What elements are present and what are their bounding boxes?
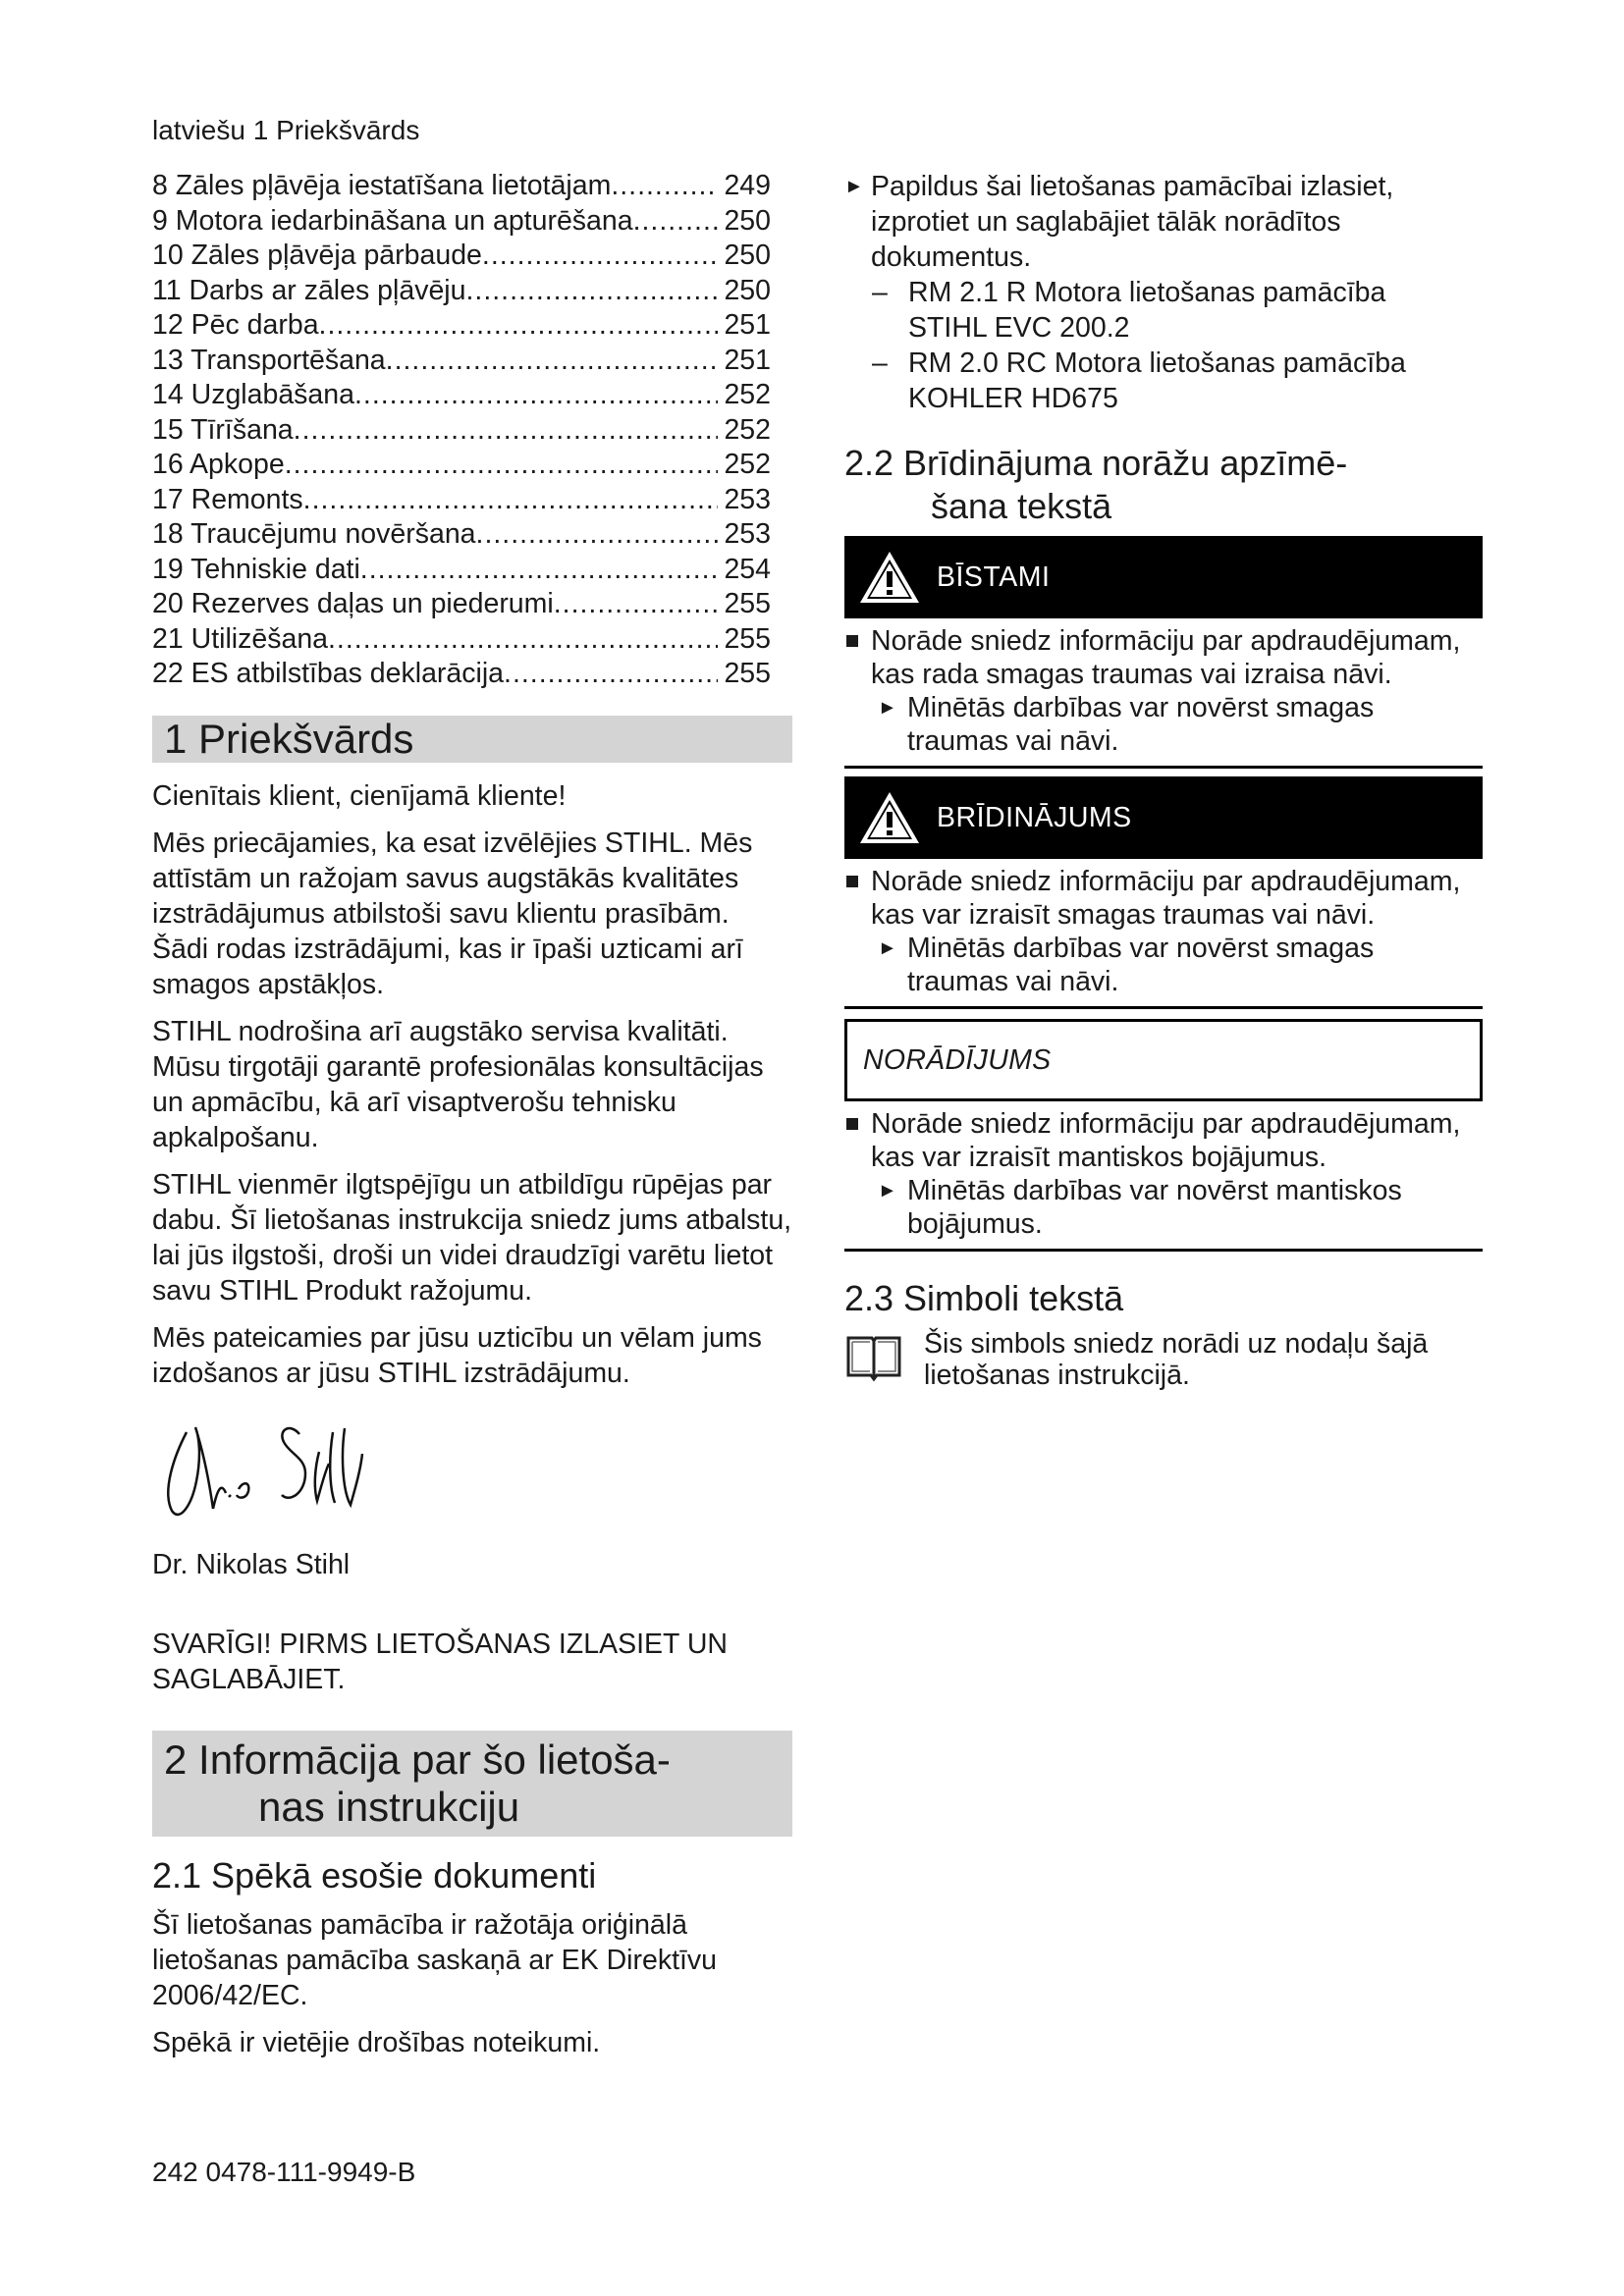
toc-item[interactable]: 15 Tīrīšana ..... 252 bbox=[152, 413, 771, 449]
warning-triangle-icon bbox=[858, 790, 921, 845]
square-bullet-icon bbox=[846, 1118, 858, 1130]
toc-item[interactable]: 14 Uzglabāšana ..... 252 bbox=[152, 378, 771, 413]
arrow-icon: ► bbox=[878, 697, 897, 719]
dash-icon: – bbox=[872, 347, 888, 379]
toc-item[interactable]: 21 Utilizēšana ..... 255 bbox=[152, 622, 771, 658]
symbol-description: Šis simbols sniedz norādi uz nodaļu šajā lietošanas instrukcijā. bbox=[924, 1328, 1429, 1391]
page-footer: 242 0478-111-9949-B bbox=[152, 2157, 416, 2187]
toc-item[interactable]: 19 Tehniskie dati ..... 254 bbox=[152, 553, 771, 588]
signature-image bbox=[152, 1413, 388, 1530]
square-bullet-icon bbox=[846, 876, 858, 887]
book-icon bbox=[844, 1332, 903, 1383]
toc-item[interactable]: 18 Traucējumu novēršana ..... 253 bbox=[152, 517, 771, 553]
toc-item[interactable]: 10 Zāles pļāvēja pārbaude ..... 250 bbox=[152, 239, 771, 274]
warning-action: ► Minētās darbības var novērst smagas traumas vai nāvi. bbox=[878, 933, 1375, 997]
divider bbox=[844, 1249, 1483, 1252]
signer-name: Dr. Nikolas Stihl bbox=[152, 1548, 351, 1580]
safety-rules-paragraph: Spēkā ir vietējie drošības noteikumi. bbox=[152, 2026, 601, 2058]
arrow-icon: ► bbox=[878, 937, 897, 959]
service-paragraph: STIHL nodrošina arī augstāko servisa kvalitāti. Mūsu tirgotāji garantē profesionālas konsultācijas un apmācību, kā arī visaptverošu tehnisku apkalpošanu. bbox=[152, 1015, 764, 1153]
arrow-icon: ► bbox=[878, 1180, 897, 1201]
warning-label: BRĪDINĀJUMS bbox=[937, 801, 1132, 833]
section-2-heading-line2: nas instrukciju bbox=[258, 1783, 520, 1830]
square-bullet-icon bbox=[846, 635, 858, 647]
toc-item[interactable]: 22 ES atbilstības deklarācija ..... 255 bbox=[152, 657, 771, 692]
danger-description: Norāde sniedz informāciju par apdraudējumam, kas rada smagas traumas vai izraisa nāvi. bbox=[844, 624, 1483, 691]
symbol-explanation bbox=[844, 1328, 1483, 1391]
document-list-item: – RM 2.1 R Motora lietošanas pamācība STIHL EVC 200.2 bbox=[872, 277, 1386, 344]
notice-banner bbox=[844, 1019, 1483, 1101]
toc-item[interactable]: 9 Motora iedarbināšana un apturēšana ..... 250 bbox=[152, 204, 771, 240]
greeting: Cienītais klient, cienījamā kliente! bbox=[152, 779, 567, 812]
notice-action: ► Minētās darbības var novērst mantiskos bojājumus. bbox=[878, 1175, 1402, 1240]
toc-item[interactable]: 17 Remonts ..... 253 bbox=[152, 483, 771, 518]
right-column bbox=[844, 169, 1483, 1391]
toc-item[interactable]: 12 Pēc darba ..... 251 bbox=[152, 308, 771, 344]
toc-item[interactable]: 16 Apkope ..... 252 bbox=[152, 448, 771, 483]
danger-banner bbox=[844, 536, 1483, 618]
section-1-heading: 1 Priekšvārds bbox=[152, 716, 792, 763]
notice-description: Norāde sniedz informāciju par apdraudējumam, kas var izraisīt mantiskos bojājumus. bbox=[844, 1107, 1483, 1174]
toc-item[interactable]: 13 Transportēšana ..... 251 bbox=[152, 344, 771, 379]
notice-label: NORĀDĪJUMS bbox=[863, 1043, 1052, 1076]
read-documents-instruction: ► Papildus šai lietošanas pamācībai izlasiet, izprotiet un saglabājiet tālāk norādītos dokumentus. bbox=[844, 171, 1394, 273]
intro-paragraph: Mēs priecājamies, ka esat izvēlējies STIHL. Mēs attīstām un ražojam savus augstākās kvalitātes izstrādājumus atbilstoši savu klientu prasībām. Šādi rodas izstrādājumi, kas ir īpaši uzticami arī smagos apstākļos. bbox=[152, 827, 753, 1000]
danger-label: BĪSTAMI bbox=[937, 561, 1051, 593]
dash-icon: – bbox=[872, 277, 888, 308]
danger-action: ► Minētās darbības var novērst smagas traumas vai nāvi. bbox=[878, 692, 1375, 757]
section-2-heading-line1: 2 Informācija par šo lietoša- bbox=[164, 1735, 671, 1783]
section-2-heading bbox=[152, 1731, 792, 1837]
warning-description: Norāde sniedz informāciju par apdraudējumam, kas var izraisīt smagas traumas vai nāvi. bbox=[844, 865, 1483, 932]
warning-banner bbox=[844, 776, 1483, 859]
document-list-item: – RM 2.0 RC Motora lietošanas pamācība KOHLER HD675 bbox=[872, 347, 1406, 414]
warning-triangle-icon bbox=[858, 550, 921, 605]
sustainability-paragraph: STIHL vienmēr ilgtspējīgu un atbildīgu rūpējas par dabu. Šī lietošanas instrukcija sniedz jums atbalstu, lai jūs ilgstoši, droši un videi draudzīgi varētu lietot savu STIHL Produkt ražojumu. bbox=[152, 1168, 792, 1307]
important-notice: SVARĪGI! PIRMS LIETOŠANAS IZLASIET UN SAGLABĀJIET. bbox=[152, 1628, 728, 1695]
left-column bbox=[152, 169, 792, 2060]
toc-item[interactable]: 11 Darbs ar zāles pļāvēju ..... 250 bbox=[152, 274, 771, 309]
subsection-2-3-heading: 2.3 Simboli tekstā bbox=[844, 1278, 1124, 1318]
subsection-2-1-heading: 2.1 Spēkā esošie dokumenti bbox=[152, 1854, 597, 1896]
toc-item[interactable]: 8 Zāles pļāvēja iestatīšana lietotājam ..... 249 bbox=[152, 169, 771, 204]
directive-paragraph: Šī lietošanas pamācība ir ražotāja oriģinālā lietošanas pamācība saskaņā ar EK Direktīvu 2006/42/EC. bbox=[152, 1908, 718, 2011]
subsection-2-2-heading: 2.2 Brīdinājuma norāžu apzīmē- šana tekstā bbox=[844, 443, 1348, 526]
thanks-paragraph: Mēs pateicamies par jūsu uzticību un vēlam jums izdošanos ar jūsu STIHL izstrādājumu. bbox=[152, 1321, 762, 1389]
divider bbox=[844, 766, 1483, 769]
table-of-contents bbox=[152, 169, 792, 692]
arrow-icon: ► bbox=[844, 176, 864, 197]
divider bbox=[844, 1006, 1483, 1009]
page-header: latviešu 1 Priekšvārds bbox=[152, 115, 420, 145]
toc-item[interactable]: 20 Rezerves daļas un piederumi ..... 255 bbox=[152, 587, 771, 622]
